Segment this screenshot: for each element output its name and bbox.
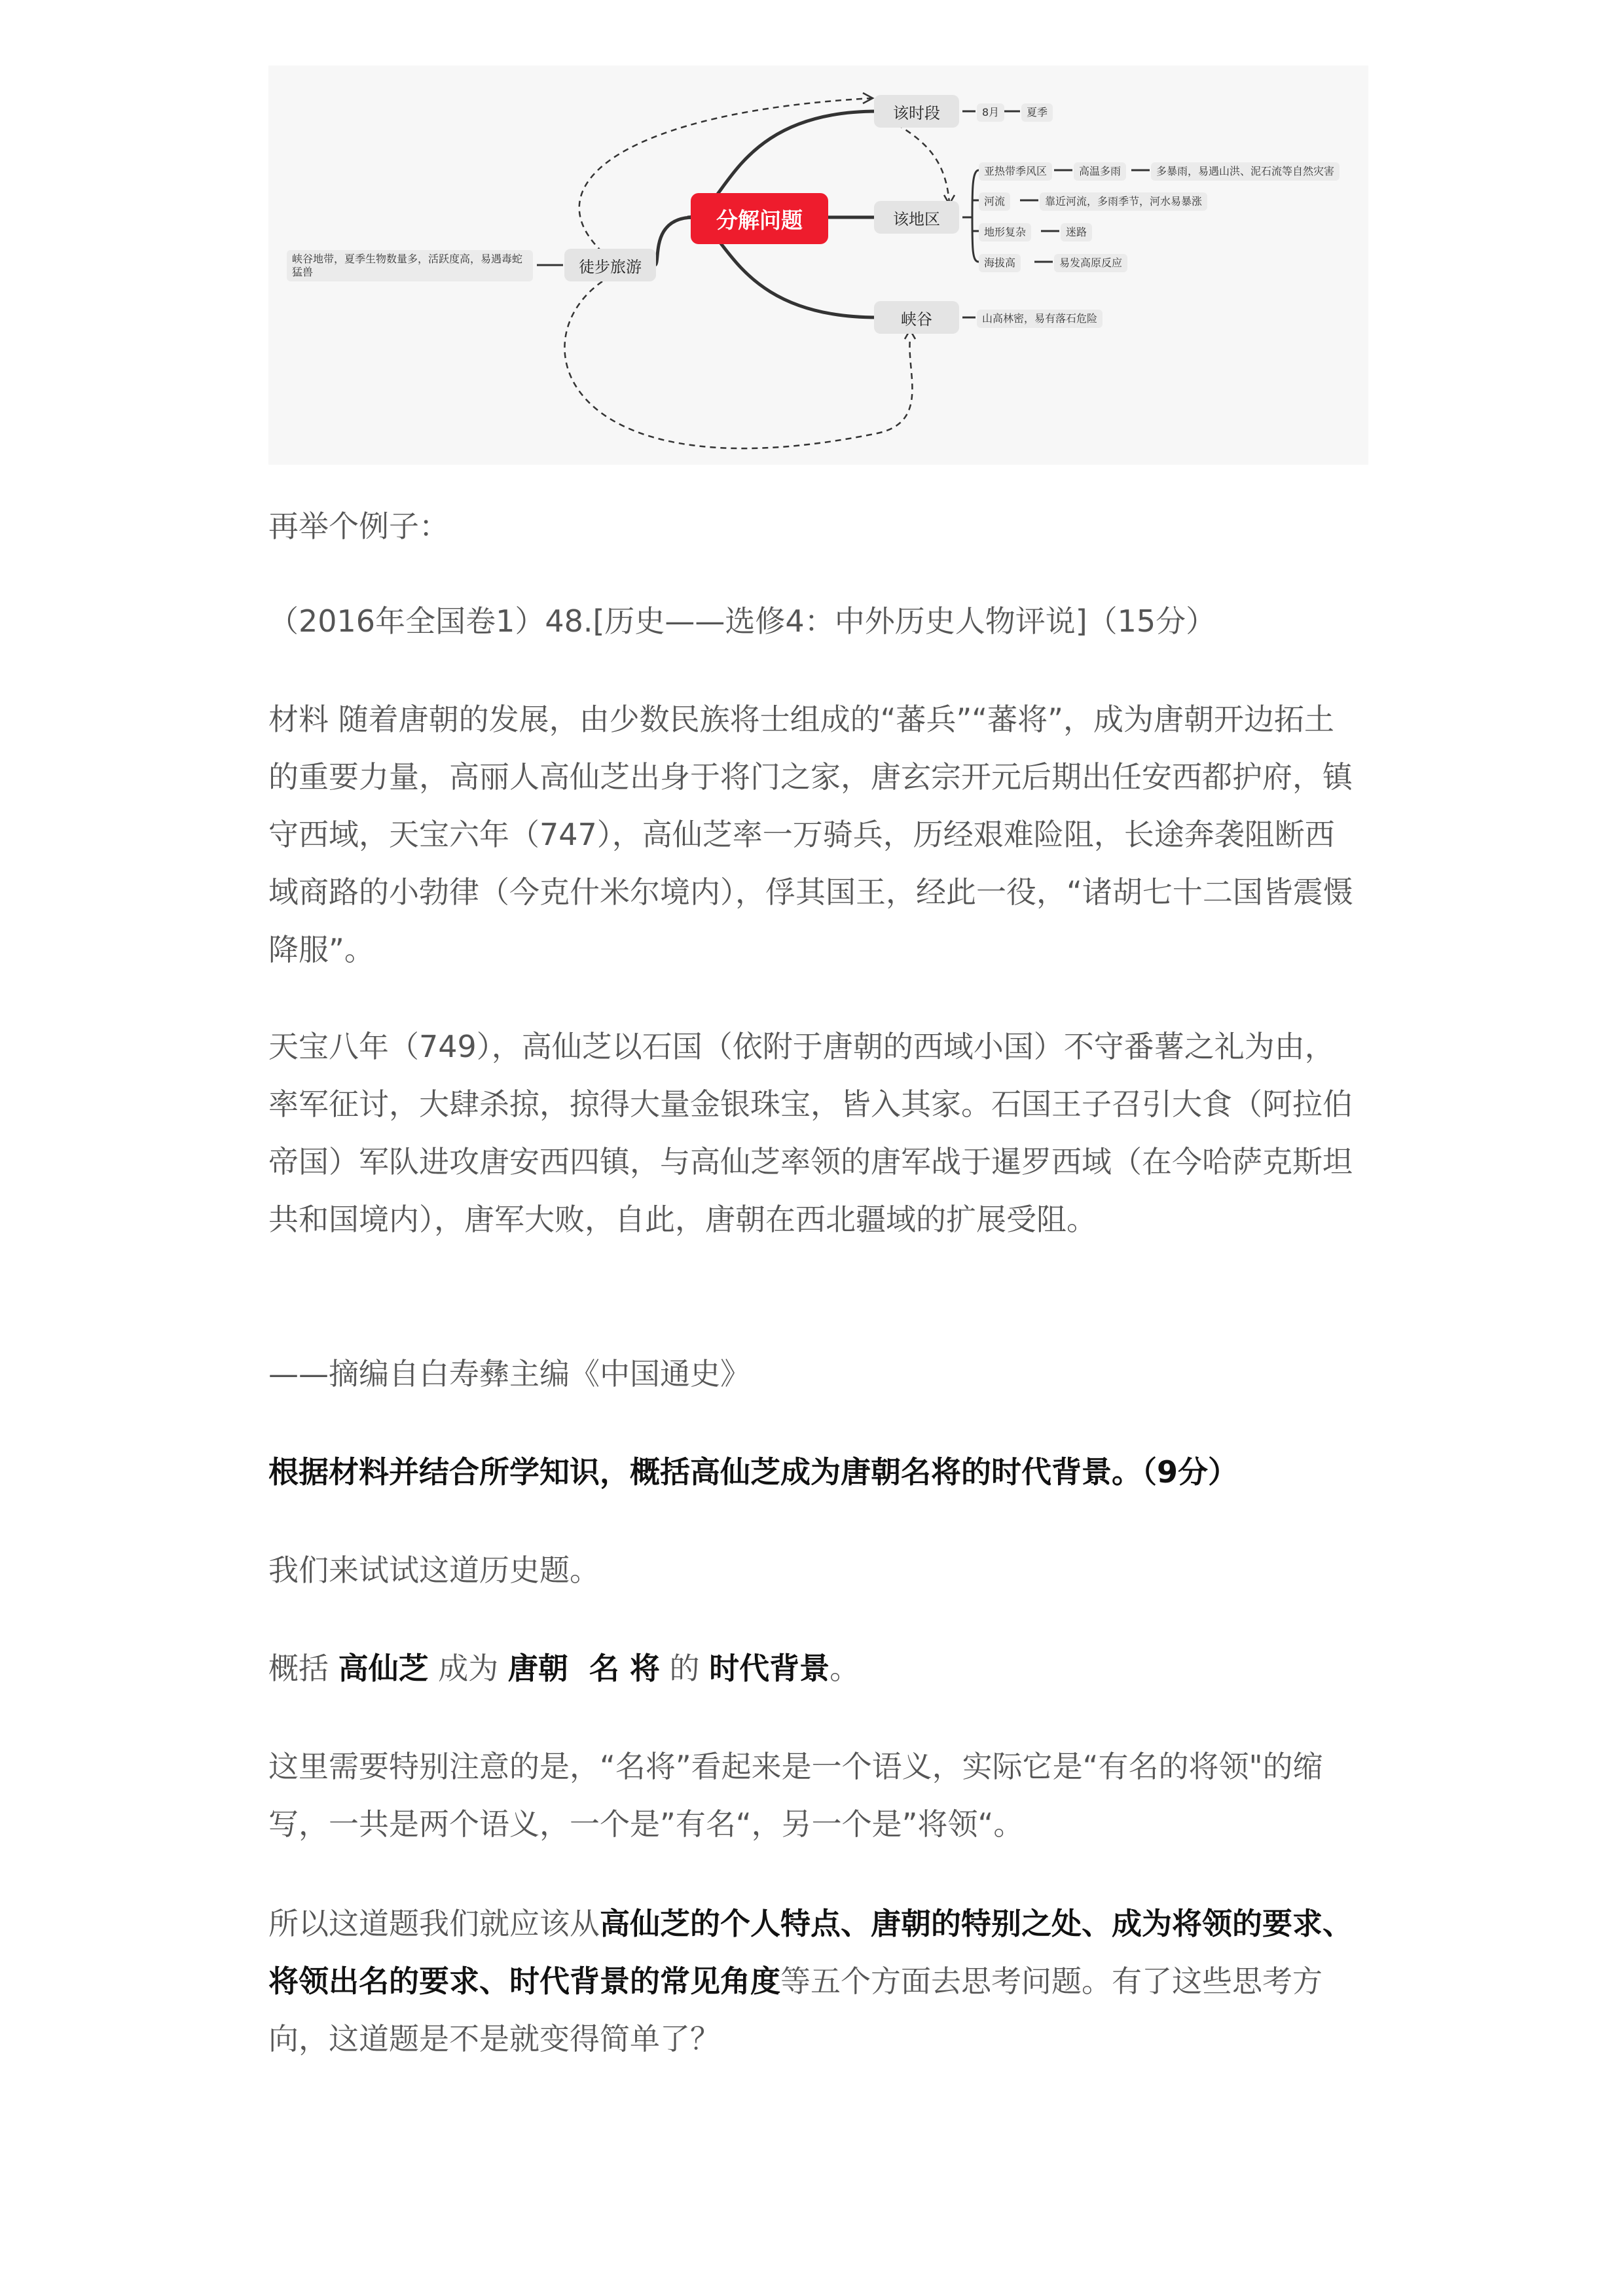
mind-map-leaf-canyon-note: 山高林密，易有落石危险: [977, 310, 1103, 328]
paragraph-note: 这里需要特别注意的是，“名将”看起来是一个语义，实际它是“有名的将领"的缩写，一共是两个语义，一个是”有名“，另一个是”将领“。: [268, 1749, 1323, 1842]
conclusion-aspects: 高仙芝的个人特点、唐朝的特别之处、成为将领的要求、将领出名的要求、时代背景的常见角度: [268, 1906, 1353, 1999]
conclusion-tail: 等五个方面去思考问题。有了这些思考方向，这道题是不是就变得简单了？: [268, 1964, 1322, 2056]
paragraph-breakdown: [268, 1640, 1355, 1697]
mind-map-leaf-region-river-note: 靠近河流，多雨季节，河水易暴涨: [1040, 192, 1207, 211]
mind-map-leaf-time-season: 夏季: [1021, 103, 1053, 122]
breakdown-verb: 概括: [268, 1651, 338, 1686]
mind-map-leaf-region-altitude-note: 易发高原反应: [1054, 254, 1127, 272]
paragraph-question-source: （2016年全国卷1）48.[历史——选修4：中外历史人物评说]（15分）: [268, 603, 1216, 639]
mind-map-node-region: 该地区: [874, 201, 959, 234]
mind-map-root-node: 分解问题: [691, 193, 828, 244]
mind-map-leaf-region-climate: 亚热带季风区: [979, 162, 1052, 181]
mind-map-leaf-region-altitude: 海拔高: [979, 254, 1021, 272]
mind-map-leaf-region-lost: 迷路: [1061, 223, 1092, 242]
paragraph-material-1: 材料 随着唐朝的发展，由少数民族将士组成的“蕃兵”“蕃将”，成为唐朝开边拓土的重要力量，高丽人高仙芝出身于将门之家，唐玄宗开元后期出任安西都护府，镇守西域，天宝六年（747），高仙芝率一万骑兵，历经艰难险阻，长途奔袭阻断西域商路的小勃律（今克什米尔境内），俘其国王，经此一役，“诸胡七十二国皆震慑降服”。: [268, 702, 1353, 967]
mind-map-figure: [268, 65, 1368, 465]
paragraph-question: 根据材料并结合所学知识，概括高仙芝成为唐朝名将的时代背景。（9分）: [268, 1454, 1239, 1490]
paragraph-intro: 再举个例子：: [268, 509, 449, 544]
breakdown-subject: 高仙芝: [338, 1651, 429, 1686]
breakdown-of: 的: [659, 1651, 710, 1686]
mind-map-leaf-region-river: 河流: [979, 192, 1010, 211]
mind-map-leaf-region-rain: 高温多雨: [1074, 162, 1126, 181]
mind-map-node-hiking: 徒步旅游: [564, 249, 656, 281]
breakdown-become: 成为: [428, 1651, 508, 1686]
paragraph-conclusion: [268, 1895, 1355, 2068]
paragraph-citation: ——摘编自白寿彝主编《中国通史》: [268, 1356, 750, 1391]
mind-map-node-canyon: 峡谷: [874, 301, 959, 334]
breakdown-dynasty: 唐朝: [507, 1651, 568, 1686]
breakdown-period: 。: [830, 1651, 860, 1686]
breakdown-general: 名 将: [568, 1651, 660, 1686]
mind-map-leaf-time-month: 8月: [977, 103, 1004, 122]
conclusion-lead: 所以这道题我们就应该从: [268, 1906, 600, 1941]
breakdown-background: 时代背景: [709, 1651, 830, 1686]
mind-map-leaf-hiking-note: 峡谷地带，夏季生物数量多，活跃度高，易遇毒蛇猛兽: [287, 250, 533, 281]
paragraph-material-2: 天宝八年（749），高仙芝以石国（依附于唐朝的西域小国）不守番薯之礼为由，率军征讨，大肆杀掠，掠得大量金银珠宝，皆入其家。石国王子召引大食（阿拉伯帝国）军队进攻唐安西四镇，与高仙芝率领的唐军战于暹罗西域（在今哈萨克斯坦共和国境内），唐军大败，自此，唐朝在西北疆域的扩展受阻。: [268, 1029, 1353, 1237]
mind-map-node-time: 该时段: [874, 95, 959, 128]
paragraph-try: 我们来试试这道历史题。: [268, 1552, 600, 1588]
mind-map-leaf-region-disaster: 多暴雨，易遇山洪、泥石流等自然灾害: [1151, 162, 1340, 181]
mind-map-leaf-region-terrain: 地形复杂: [979, 223, 1031, 242]
